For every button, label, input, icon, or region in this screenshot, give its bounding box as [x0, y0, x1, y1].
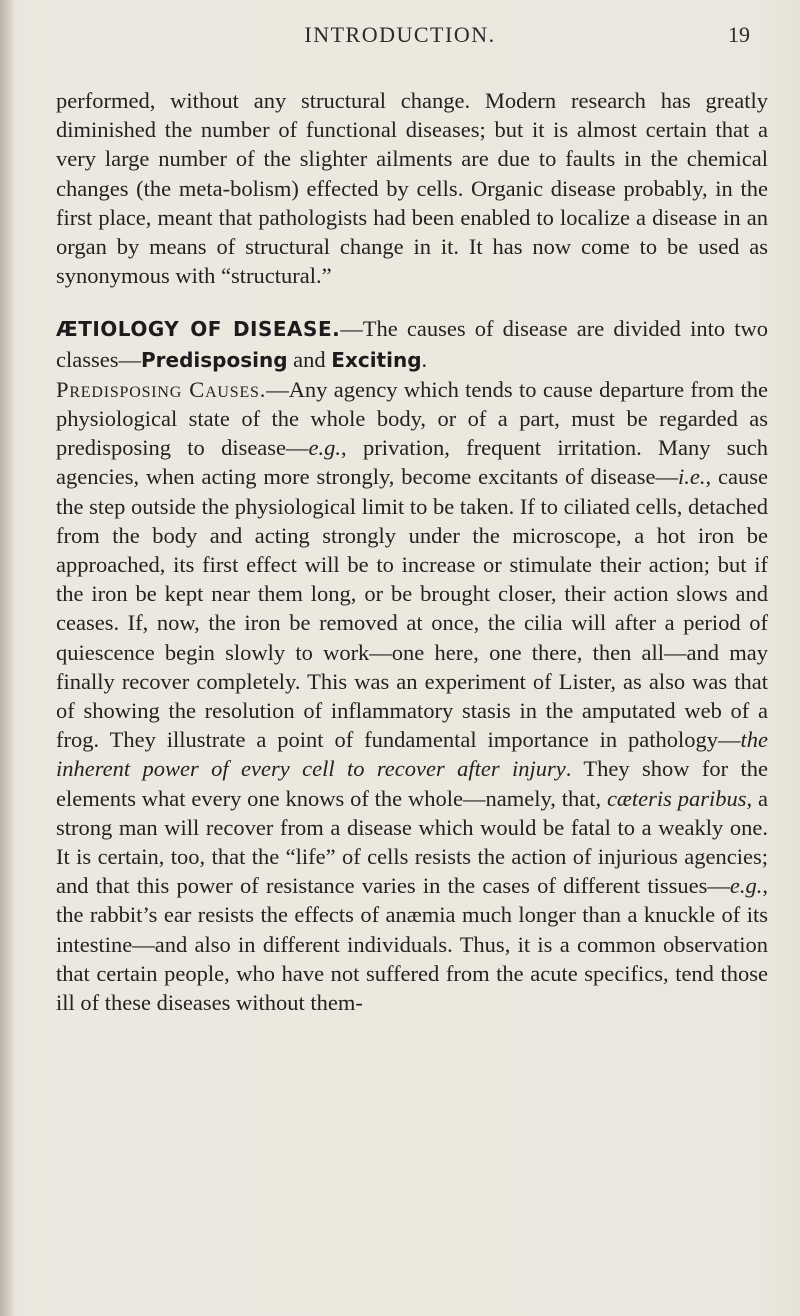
section-heading-aetiology: ÆTIOLOGY OF DISEASE.	[56, 317, 341, 342]
binding-shadow	[0, 0, 14, 1316]
subheading-predisposing-causes: Predisposing Causes.	[56, 376, 267, 402]
paragraph-functional-disease	[56, 86, 768, 290]
abbrev-eg-1: e.g.	[308, 435, 342, 461]
page-number: 19	[728, 22, 750, 47]
running-head: INTRODUCTION.	[304, 22, 496, 47]
body-text	[56, 86, 768, 1017]
paragraph-spacer	[56, 290, 768, 314]
conjunction-and: and	[287, 346, 332, 372]
latin-ceteris-paribus: cæteris paribus	[606, 785, 747, 811]
abbrev-eg-2: e.g.	[729, 873, 763, 899]
italic-principle: the inherent power of every cell to recover after injury	[56, 727, 768, 782]
paragraph-aetiology	[56, 314, 768, 374]
predisposing-seg-2: , privation, frequent irritation. Many such agencies, when acting more strongly, become excitants of disease—	[56, 435, 769, 490]
predisposing-seg-3: , cause the step outside the physiological limit to be taken. If to ciliated cells, detached from the body and acting strongly under the microscope, a hot iron be approached, its first effect will be to increase or stimulate their action; but if the iron be kept near them long, or be brought closer, their action slows and ceases. If, now, the iron be removed at once, the cilia will after a period of quiescence begin slowly to work—one here, one there, then all—and may finally recover completely. This was an experiment of Lister, as also was that of showing the resolution of inflammatory stasis in the amputated web of a frog. They illustrate a point of fundamental importance in pathology—	[56, 464, 768, 753]
page-header	[0, 12, 800, 52]
predisposing-seg-4: . They show for the elements what every one knows of the whole—namely, that,	[56, 756, 768, 811]
abbrev-ie: i.e.	[678, 464, 706, 490]
predisposing-seg-6: , the rabbit’s ear resists the effects of anæmia much longer than a knuckle of its intestine—and also in different individuals. Thus, it is a common observation that certain people, who have not suffered from the acute specifics, tend those ill of these diseases without them-	[56, 873, 768, 1016]
term-exciting: Exciting	[331, 347, 422, 372]
aetiology-intro: The causes of disease are divided into two classes—	[56, 316, 768, 372]
paragraph-predisposing-causes	[56, 375, 768, 1017]
predisposing-seg-1: —Any agency which tends to cause departure from the physiological state of the whole body, or of a part, must be regarded as predisposing to disease—	[56, 376, 769, 461]
aetiology-period: .	[421, 346, 428, 372]
term-predisposing: Predisposing	[140, 347, 288, 372]
paragraph-1-text: performed, without any structural change. Modern research has greatly diminished the number of functional diseases; but it is almost certain that a very large number of the slighter ailments are due to faults in the chemical changes (the meta-bolism) effected by cells. Organic disease probably, in the first place, meant that pathologists had been enabled to localize a disease in an organ by means of structural change in it. It has now come to be used as synonymous with “structural.”	[56, 88, 768, 289]
heading-dash: —	[340, 316, 363, 342]
predisposing-seg-5: , a strong man will recover from a disease which would be fatal to a weakly one. It is certain, too, that the “life” of cells resists the action of injurious agencies; and that this power of resistance varies in the cases of different tissues—	[56, 785, 768, 899]
